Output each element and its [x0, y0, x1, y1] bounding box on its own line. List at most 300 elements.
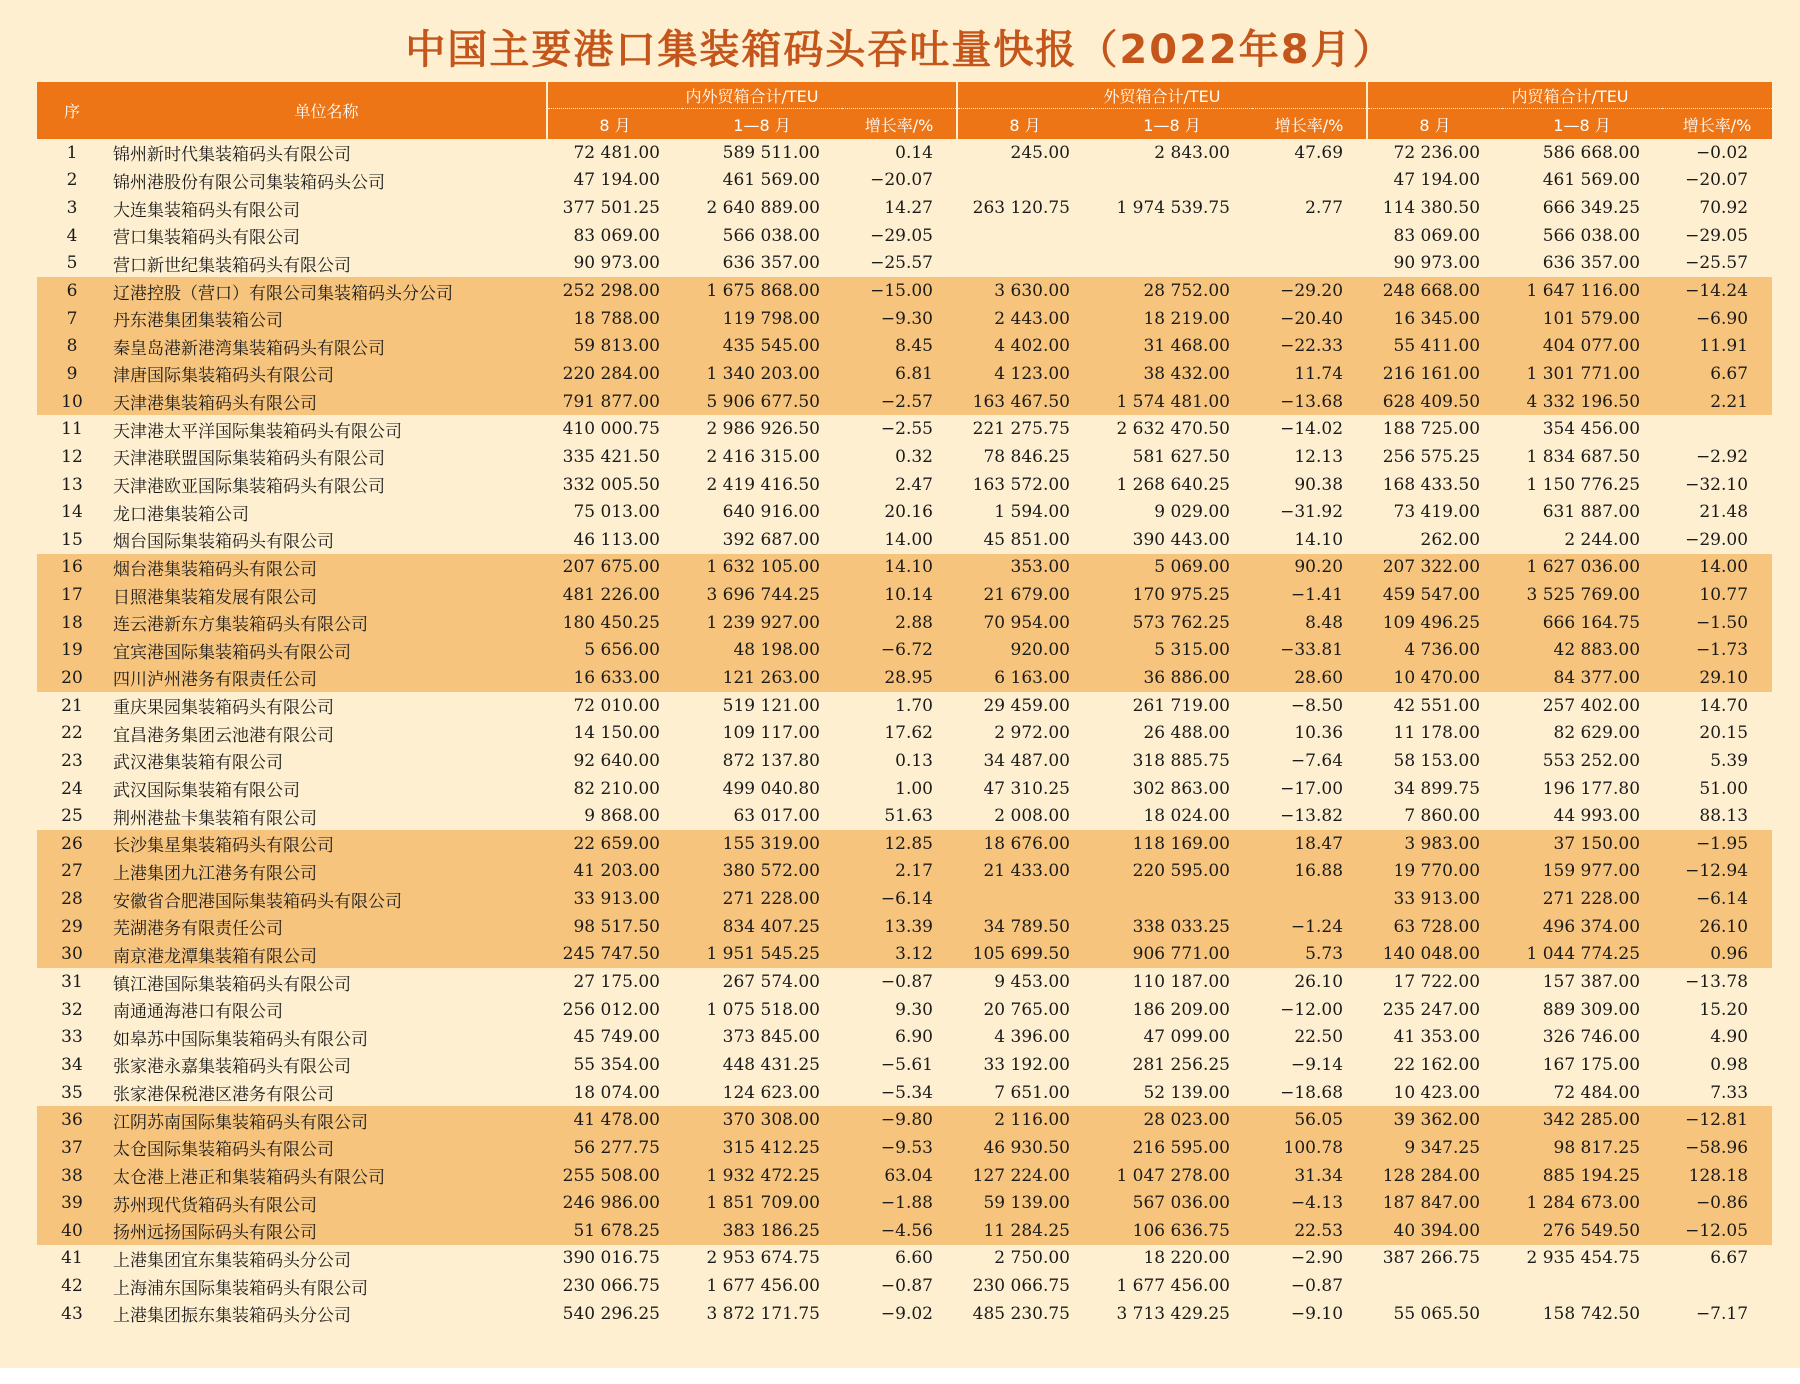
domestic-growth-cell: −25.57	[1685, 253, 1749, 274]
total-growth-cell: 28.95	[842, 664, 957, 692]
table-row	[37, 1300, 1772, 1328]
unit-name-cell: 上港集团振东集装箱码头分公司	[113, 1306, 351, 1327]
foreign-growth-cell	[1252, 250, 1367, 278]
total-ytd-cell: 2 416 315.00	[706, 446, 820, 467]
row-seq-cell: 41	[61, 1248, 83, 1269]
foreign-ytd-cell: 36 886.00	[1092, 664, 1252, 692]
foreign-growth-cell: −20.40	[1252, 305, 1367, 333]
domestic-month-cell: 10 470.00	[1367, 664, 1502, 692]
foreign-ytd-cell: 390 443.00	[1132, 529, 1230, 550]
total-growth-cell: −4.56	[842, 1217, 957, 1245]
domestic-ytd-cell: 42 883.00	[1502, 637, 1662, 665]
foreign-growth-cell: −33.81	[1252, 637, 1367, 665]
total-month-cell: 72 481.00	[573, 142, 660, 163]
foreign-ytd-cell: 1 268 640.25	[1116, 474, 1230, 495]
foreign-month-cell: 29 459.00	[983, 695, 1070, 716]
row-seq-cell: 14	[61, 502, 83, 523]
unit-name-cell: 辽港控股（营口）有限公司集装箱码头分公司	[107, 277, 547, 305]
total-month-cell: 82 210.00	[573, 778, 660, 799]
total-ytd-cell: 48 198.00	[682, 637, 842, 665]
total-growth-cell: 14.27	[884, 198, 933, 219]
unit-name-cell: 上港集团九江港务有限公司	[107, 858, 547, 886]
foreign-ytd-cell: 18 220.00	[1143, 1248, 1230, 1269]
foreign-growth-cell: 47.69	[1294, 142, 1344, 163]
domestic-month-cell	[1367, 1272, 1502, 1300]
foreign-growth-cell: −1.41	[1252, 581, 1367, 609]
row-seq-cell: 43	[61, 1303, 83, 1324]
table-row	[37, 968, 1772, 996]
total-month-cell: 180 450.25	[547, 609, 682, 637]
foreign-growth-cell: 31.34	[1252, 1162, 1367, 1190]
domestic-ytd-cell: 666 349.25	[1542, 198, 1641, 219]
unit-name-cell: 宜昌港务集团云池港有限公司	[113, 725, 334, 746]
unit-name-cell: 上港集团宜东集装箱码头分公司	[113, 1250, 351, 1271]
total-growth-cell: 1.00	[895, 778, 933, 799]
table-row	[37, 1106, 1772, 1134]
table-row	[37, 1245, 1772, 1273]
total-growth-cell: 0.13	[895, 750, 933, 771]
foreign-growth-cell: 10.36	[1294, 723, 1344, 744]
row-seq-cell: 8	[37, 332, 107, 360]
foreign-month-cell: 245.00	[1010, 142, 1070, 163]
total-ytd-cell: 1 932 472.25	[682, 1162, 842, 1190]
foreign-ytd-cell: 26 488.00	[1143, 723, 1230, 744]
domestic-month-cell: 216 161.00	[1367, 360, 1502, 388]
domestic-ytd-cell: 84 377.00	[1502, 664, 1662, 692]
table-row	[37, 747, 1772, 775]
unit-name-cell: 天津港欧亚国际集装箱码头有限公司	[113, 477, 385, 497]
foreign-growth-cell: −9.10	[1290, 1303, 1344, 1324]
total-ytd-cell: 636 357.00	[722, 253, 820, 274]
unit-name-cell: 芜湖港务有限责任公司	[107, 913, 547, 941]
table-row	[37, 277, 1772, 305]
row-seq-cell: 3	[66, 198, 78, 219]
foreign-month-cell: 2 008.00	[994, 806, 1070, 827]
domestic-growth-cell: 6.67	[1662, 360, 1772, 388]
domestic-ytd-cell: 1 647 116.00	[1502, 277, 1662, 305]
row-seq-cell: 15	[61, 529, 83, 550]
foreign-month-cell: 78 846.25	[983, 446, 1070, 467]
unit-name-cell: 重庆果园集装箱码头有限公司	[113, 698, 334, 719]
total-growth-cell: 63.04	[842, 1162, 957, 1190]
row-seq-cell: 16	[37, 554, 107, 582]
total-ytd-cell: 373 845.00	[722, 1027, 820, 1048]
table-row	[37, 664, 1772, 692]
total-growth-cell: 6.81	[842, 360, 957, 388]
total-ytd-cell: 267 574.00	[722, 972, 820, 993]
total-growth-cell: −1.88	[842, 1189, 957, 1217]
total-growth-cell: 1.70	[895, 695, 933, 716]
domestic-month-cell: 10 423.00	[1393, 1082, 1481, 1103]
domestic-ytd-cell: 3 525 769.00	[1502, 581, 1662, 609]
unit-name-cell: 太仓港上港正和集装箱码头有限公司	[107, 1162, 547, 1190]
total-ytd-cell: 315 412.25	[682, 1134, 842, 1162]
row-seq-cell: 28	[37, 885, 107, 913]
row-seq-cell: 39	[37, 1189, 107, 1217]
foreign-month-cell: 2 443.00	[957, 305, 1092, 333]
total-growth-cell: −6.72	[842, 637, 957, 665]
throughput-table	[37, 82, 1772, 1328]
domestic-growth-cell: 4.90	[1710, 1027, 1749, 1048]
total-growth-cell: 14.10	[842, 554, 957, 582]
foreign-growth-cell: −8.50	[1290, 695, 1344, 716]
domestic-ytd-cell: 37 150.00	[1502, 830, 1662, 858]
foreign-growth-cell: −12.00	[1280, 999, 1344, 1020]
total-month-cell: 72 010.00	[573, 695, 660, 716]
domestic-ytd-cell: 157 387.00	[1542, 972, 1641, 993]
domestic-growth-cell: −1.73	[1662, 637, 1772, 665]
row-seq-cell: 13	[61, 474, 83, 495]
total-month-cell: 41 203.00	[547, 858, 682, 886]
foreign-month-cell: 2 116.00	[957, 1106, 1092, 1134]
domestic-growth-cell: −7.17	[1695, 1303, 1749, 1324]
foreign-growth-cell: −1.24	[1252, 913, 1367, 941]
domestic-month-cell: 11 178.00	[1393, 723, 1481, 744]
total-ytd-cell: 380 572.00	[682, 858, 842, 886]
total-month-cell: 83 069.00	[573, 225, 660, 246]
table-row	[37, 443, 1772, 471]
domestic-growth-cell: 29.10	[1662, 664, 1772, 692]
foreign-growth-cell	[1252, 222, 1367, 250]
unit-name-cell: 江阴苏南国际集装箱码头有限公司	[107, 1106, 547, 1134]
domestic-ytd-cell: 1 834 687.50	[1526, 446, 1641, 467]
table-row	[37, 581, 1772, 609]
total-month-cell: 59 813.00	[547, 332, 682, 360]
domestic-ytd-cell: 2 935 454.75	[1526, 1248, 1641, 1269]
domestic-growth-cell: 14.70	[1699, 695, 1749, 716]
domestic-growth-cell: −6.14	[1662, 885, 1772, 913]
foreign-month-cell: 21 679.00	[957, 581, 1092, 609]
domestic-month-cell: 83 069.00	[1393, 225, 1481, 246]
total-ytd-cell: 2 640 889.00	[706, 198, 820, 219]
table-row	[37, 305, 1772, 333]
foreign-ytd-cell: 106 636.75	[1092, 1217, 1252, 1245]
domestic-ytd-cell	[1502, 1272, 1662, 1300]
domestic-ytd-cell: 271 228.00	[1502, 885, 1662, 913]
unit-name-cell: 天津港联盟国际集装箱码头有限公司	[113, 449, 385, 470]
domestic-month-cell: 128 284.00	[1367, 1162, 1502, 1190]
foreign-ytd-cell: 573 762.25	[1092, 609, 1252, 637]
table-row	[37, 1189, 1772, 1217]
total-month-cell: 51 678.25	[547, 1217, 682, 1245]
table-row	[37, 830, 1772, 858]
foreign-month-cell: 18 676.00	[957, 830, 1092, 858]
foreign-growth-cell: 90.38	[1294, 474, 1344, 495]
domestic-month-cell: 19 770.00	[1367, 858, 1502, 886]
total-growth-cell: −9.53	[842, 1134, 957, 1162]
domestic-ytd-cell: 636 357.00	[1542, 253, 1641, 274]
domestic-ytd-cell: 167 175.00	[1542, 1054, 1641, 1075]
domestic-ytd-cell: 885 194.25	[1502, 1162, 1662, 1190]
foreign-month-cell: 4 123.00	[957, 360, 1092, 388]
domestic-ytd-cell: 158 742.50	[1542, 1303, 1641, 1324]
domestic-month-cell: 72 236.00	[1393, 142, 1481, 163]
foreign-month-cell: 230 066.75	[972, 1276, 1070, 1297]
total-ytd-cell: 1 340 203.00	[682, 360, 842, 388]
total-ytd-cell: 1 677 456.00	[706, 1276, 820, 1297]
total-growth-cell: −6.14	[842, 885, 957, 913]
total-month-cell: 245 747.50	[547, 941, 682, 969]
foreign-month-cell: 11 284.25	[957, 1217, 1092, 1245]
total-ytd-cell: 124 623.00	[722, 1082, 820, 1103]
domestic-month-cell: 40 394.00	[1367, 1217, 1502, 1245]
foreign-month-cell: 2 750.00	[994, 1248, 1070, 1269]
domestic-growth-cell: 10.77	[1662, 581, 1772, 609]
total-ytd-cell: 566 038.00	[722, 225, 820, 246]
total-growth-cell: 9.30	[895, 999, 933, 1020]
unit-name-cell: 如皋苏中国际集装箱码头有限公司	[113, 1029, 368, 1050]
domestic-ytd-cell: 72 484.00	[1553, 1082, 1641, 1103]
foreign-ytd-cell: 318 885.75	[1132, 750, 1230, 771]
unit-name-header: 单位名称	[107, 82, 547, 139]
foreign-ytd-cell: 1 974 539.75	[1116, 198, 1230, 219]
foreign-month-cell: 127 224.00	[957, 1162, 1092, 1190]
unit-name-cell: 秦皇岛港新港湾集装箱码头有限公司	[107, 332, 547, 360]
table-row	[37, 222, 1772, 250]
subheader-month: 8 月	[1367, 109, 1502, 140]
domestic-month-cell: 256 575.25	[1382, 446, 1481, 467]
foreign-growth-cell: 100.78	[1252, 1134, 1367, 1162]
foreign-growth-cell: −29.20	[1252, 277, 1367, 305]
unit-name-cell: 宜宾港国际集装箱码头有限公司	[107, 637, 547, 665]
unit-name-cell: 南京港龙潭集装箱有限公司	[107, 941, 547, 969]
total-growth-cell: −0.87	[880, 972, 933, 993]
row-seq-cell: 9	[37, 360, 107, 388]
domestic-ytd-cell: 196 177.80	[1542, 778, 1641, 799]
domestic-month-cell: 41 353.00	[1393, 1027, 1481, 1048]
domestic-month-cell: 22 162.00	[1393, 1054, 1481, 1075]
total-growth-cell: −9.80	[842, 1106, 957, 1134]
foreign-ytd-cell: 216 595.00	[1092, 1134, 1252, 1162]
unit-name-cell: 南通通海港口有限公司	[113, 1002, 283, 1023]
domestic-month-cell: 387 266.75	[1382, 1248, 1481, 1269]
total-month-cell: 335 421.50	[562, 446, 660, 467]
row-seq-cell: 42	[61, 1276, 83, 1297]
domestic-growth-cell: 5.39	[1710, 750, 1749, 771]
domestic-month-cell: 114 380.50	[1382, 198, 1481, 219]
foreign-growth-cell: 28.60	[1252, 664, 1367, 692]
subheader-month: 8 月	[547, 109, 682, 140]
row-seq-cell: 21	[61, 695, 83, 716]
row-seq-cell: 36	[37, 1106, 107, 1134]
domestic-growth-cell: −0.86	[1662, 1189, 1772, 1217]
foreign-growth-cell: −2.90	[1290, 1248, 1344, 1269]
foreign-ytd-cell: 28 023.00	[1092, 1106, 1252, 1134]
total-growth-cell: −20.07	[870, 170, 933, 191]
domestic-growth-cell: 21.48	[1699, 502, 1749, 523]
total-month-cell: 5 656.00	[547, 637, 682, 665]
domestic-growth-cell: −58.96	[1662, 1134, 1772, 1162]
domestic-growth-cell: −14.24	[1662, 277, 1772, 305]
domestic-growth-cell: −0.02	[1695, 142, 1749, 163]
table-row	[37, 1051, 1772, 1079]
total-growth-cell: 14.00	[884, 529, 933, 550]
row-seq-cell: 1	[66, 142, 78, 163]
total-month-cell: 255 508.00	[547, 1162, 682, 1190]
row-seq-cell: 37	[37, 1134, 107, 1162]
total-ytd-cell: 640 916.00	[722, 502, 820, 523]
subheader-ytd: 1—8 月	[1092, 109, 1252, 140]
total-month-cell: 18 074.00	[573, 1082, 660, 1103]
domestic-ytd-cell: 354 456.00	[1542, 419, 1641, 440]
foreign-growth-cell: 8.48	[1252, 609, 1367, 637]
foreign-growth-cell: 22.53	[1252, 1217, 1367, 1245]
unit-name-cell: 扬州远扬国际码头有限公司	[107, 1217, 547, 1245]
domestic-month-cell: 16 345.00	[1367, 305, 1502, 333]
domestic-ytd-cell: 4 332 196.50	[1502, 388, 1662, 416]
foreign-growth-cell: −7.64	[1290, 750, 1344, 771]
foreign-growth-cell: −22.33	[1252, 332, 1367, 360]
domestic-ytd-cell: 82 629.00	[1553, 723, 1641, 744]
row-seq-cell: 26	[37, 830, 107, 858]
foreign-month-cell: 1 594.00	[994, 502, 1070, 523]
foreign-month-cell	[957, 250, 1092, 278]
subheader-ytd: 1—8 月	[682, 109, 842, 140]
row-seq-cell: 7	[37, 305, 107, 333]
foreign-ytd-cell: 2 843.00	[1154, 142, 1230, 163]
total-month-cell: 481 226.00	[547, 581, 682, 609]
total-growth-cell: −15.00	[842, 277, 957, 305]
total-growth-cell: 17.62	[884, 723, 933, 744]
table-row	[37, 167, 1772, 195]
total-month-cell: 540 296.25	[562, 1303, 660, 1324]
subheader-growth: 增长率/%	[1252, 109, 1367, 140]
unit-name-cell: 太仓国际集装箱码头有限公司	[107, 1134, 547, 1162]
foreign-growth-cell: 11.74	[1252, 360, 1367, 388]
total-month-cell: 98 517.50	[547, 913, 682, 941]
table-row	[37, 858, 1772, 886]
total-growth-cell: −2.57	[842, 388, 957, 416]
foreign-growth-cell: 18.47	[1252, 830, 1367, 858]
total-ytd-cell: 2 986 926.50	[706, 419, 820, 440]
total-ytd-cell: 271 228.00	[682, 885, 842, 913]
domestic-month-cell: 188 725.00	[1382, 419, 1481, 440]
domestic-month-cell: 262.00	[1420, 529, 1481, 550]
row-seq-cell: 38	[37, 1162, 107, 1190]
domestic-ytd-cell: 1 284 673.00	[1502, 1189, 1662, 1217]
total-month-cell: 16 633.00	[547, 664, 682, 692]
total-ytd-cell: 1 951 545.25	[682, 941, 842, 969]
foreign-growth-cell: 90.20	[1252, 554, 1367, 582]
domestic-growth-cell: 14.00	[1662, 554, 1772, 582]
unit-name-cell: 张家港保税港区港务有限公司	[113, 1085, 334, 1106]
domestic-month-cell: 55 411.00	[1367, 332, 1502, 360]
row-seq-cell: 4	[66, 225, 78, 246]
foreign-ytd-cell: 38 432.00	[1092, 360, 1252, 388]
foreign-month-cell	[957, 167, 1092, 195]
domestic-month-cell: 73 419.00	[1393, 502, 1481, 523]
total-month-cell: 55 354.00	[573, 1054, 660, 1075]
row-seq-cell: 11	[61, 419, 83, 440]
table-row	[37, 802, 1772, 830]
total-growth-cell: −5.61	[880, 1054, 933, 1075]
domestic-growth-cell: 15.20	[1699, 999, 1749, 1020]
foreign-ytd-cell: 5 069.00	[1092, 554, 1252, 582]
domestic-month-cell: 58 153.00	[1393, 750, 1481, 771]
domestic-growth-cell: −32.10	[1685, 474, 1749, 495]
foreign-ytd-cell: 18 219.00	[1092, 305, 1252, 333]
unit-name-cell: 张家港永嘉集装箱码头有限公司	[113, 1057, 351, 1078]
total-month-cell: 390 016.75	[562, 1248, 660, 1269]
foreign-ytd-cell: 567 036.00	[1092, 1189, 1252, 1217]
domestic-growth-cell	[1662, 1272, 1772, 1300]
subheader-month: 8 月	[957, 109, 1092, 140]
unit-name-cell: 长沙集星集装箱码头有限公司	[107, 830, 547, 858]
total-ytd-cell: 1 075 518.00	[706, 999, 820, 1020]
domestic-growth-cell: 51.00	[1699, 778, 1749, 799]
foreign-growth-cell: −0.87	[1290, 1276, 1344, 1297]
unit-name-cell: 连云港新东方集装箱码头有限公司	[107, 609, 547, 637]
foreign-month-cell: 20 765.00	[983, 999, 1070, 1020]
total-month-cell: 410 000.75	[562, 419, 660, 440]
foreign-month-cell	[957, 222, 1092, 250]
total-growth-cell: 2.88	[842, 609, 957, 637]
domestic-growth-cell: 70.92	[1699, 198, 1749, 219]
total-growth-cell: −9.02	[880, 1303, 933, 1324]
total-ytd-cell: 2 953 674.75	[706, 1248, 820, 1269]
total-ytd-cell: 3 872 171.75	[706, 1303, 820, 1324]
domestic-month-cell: 47 194.00	[1393, 170, 1481, 191]
subheader-growth: 增长率/%	[1662, 109, 1772, 140]
foreign-ytd-cell: 1 677 456.00	[1116, 1276, 1230, 1297]
domestic-month-cell: 90 973.00	[1393, 253, 1481, 274]
total-ytd-cell: 119 798.00	[682, 305, 842, 333]
domestic-ytd-cell: 98 817.25	[1502, 1134, 1662, 1162]
total-month-cell: 56 277.75	[547, 1134, 682, 1162]
unit-name-cell: 天津港太平洋国际集装箱码头有限公司	[113, 421, 402, 442]
total-growth-cell: 13.39	[842, 913, 957, 941]
total-ytd-cell: 370 308.00	[682, 1106, 842, 1134]
table-row	[37, 1272, 1772, 1300]
row-seq-cell: 30	[37, 941, 107, 969]
foreign-month-cell: 47 310.25	[983, 778, 1070, 799]
unit-name-cell: 荆州港盐卡集装箱有限公司	[113, 808, 317, 829]
foreign-growth-cell: −14.02	[1280, 419, 1344, 440]
total-growth-cell: −29.05	[870, 225, 933, 246]
row-seq-cell: 17	[37, 581, 107, 609]
total-ytd-cell: 2 419 416.50	[706, 474, 820, 495]
domestic-ytd-cell: 257 402.00	[1542, 695, 1641, 716]
row-seq-cell: 10	[37, 388, 107, 416]
foreign-month-cell: 70 954.00	[957, 609, 1092, 637]
foreign-month-cell: 221 275.75	[972, 419, 1070, 440]
domestic-ytd-cell: 276 549.50	[1502, 1217, 1662, 1245]
domestic-ytd-cell: 1 627 036.00	[1502, 554, 1662, 582]
total-month-cell: 33 913.00	[547, 885, 682, 913]
domestic-ytd-cell: 2 244.00	[1564, 529, 1641, 550]
foreign-ytd-cell	[1092, 167, 1252, 195]
total-ytd-cell: 1 632 105.00	[682, 554, 842, 582]
total-ytd-cell: 872 137.80	[722, 750, 820, 771]
total-month-cell: 18 788.00	[547, 305, 682, 333]
unit-name-cell: 四川泸州港务有限责任公司	[107, 664, 547, 692]
report-title: 中国主要港口集装箱码头吞吐量快报（2022年8月）	[405, 27, 1395, 73]
total-month-cell: 90 973.00	[573, 253, 660, 274]
total-month-cell: 246 986.00	[547, 1189, 682, 1217]
foreign-growth-cell: 14.10	[1294, 529, 1344, 550]
total-growth-cell: 0.32	[895, 446, 933, 467]
domestic-month-cell: 63 728.00	[1367, 913, 1502, 941]
total-ytd-cell: 1 239 927.00	[682, 609, 842, 637]
foreign-month-cell: 920.00	[957, 637, 1092, 665]
domestic-growth-cell: 7.33	[1710, 1082, 1749, 1103]
total-ytd-cell: 1 675 868.00	[682, 277, 842, 305]
foreign-growth-cell: −31.92	[1280, 502, 1344, 523]
foreign-growth-cell: 26.10	[1294, 972, 1344, 993]
domestic-ytd-cell: 553 252.00	[1542, 750, 1641, 771]
table-row	[37, 498, 1772, 526]
domestic-month-cell: 3 983.00	[1367, 830, 1502, 858]
